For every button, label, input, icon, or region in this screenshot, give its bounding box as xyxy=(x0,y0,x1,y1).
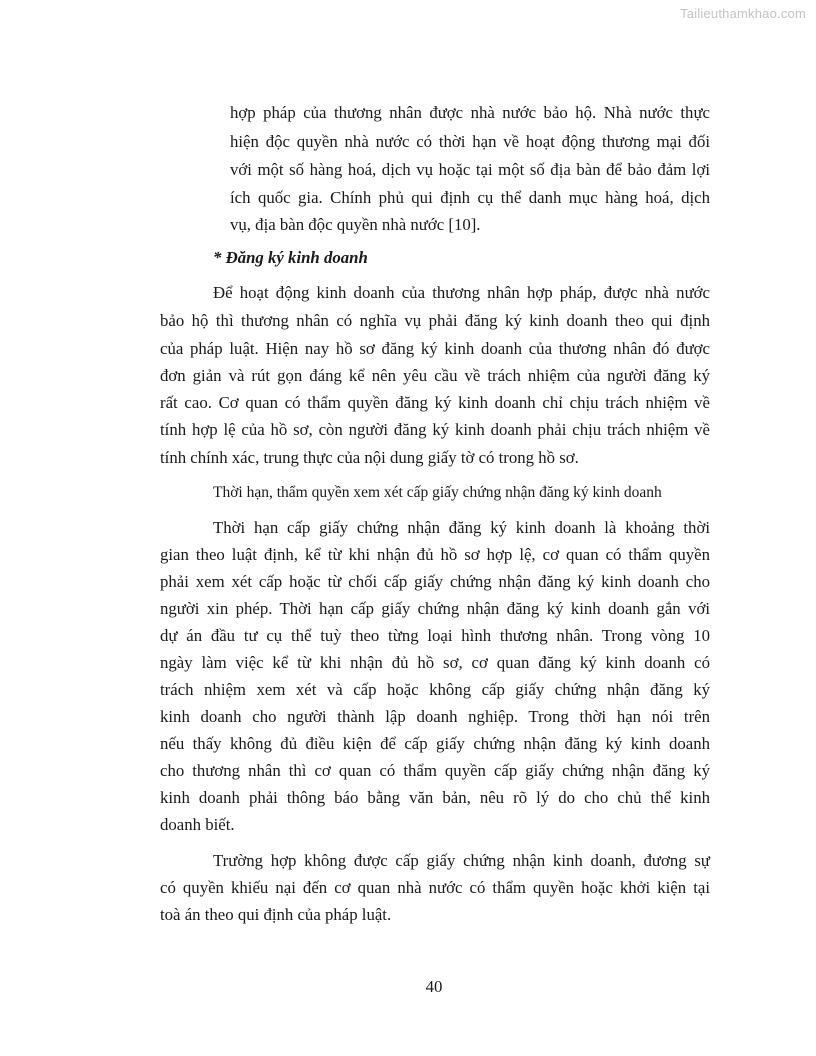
text-line: có quyền khiếu nại đến cơ quan nhà nước có thẩm quyền hoặc khởi kiện tại xyxy=(160,878,710,897)
text-line: đơn giản và rút gọn đáng kể nên yêu cầu về trách nhiệm của người đăng ký xyxy=(160,366,710,385)
subheading: Thời hạn, thẩm quyền xem xét cấp giấy chứng nhận đăng ký kinh doanh xyxy=(213,484,662,501)
text-line: nếu thấy không đủ điều kiện để cấp giấy chứng nhận đăng ký kinh doanh xyxy=(160,734,710,753)
text-line: hợp pháp của thương nhân được nhà nước bảo hộ. Nhà nước thực xyxy=(230,103,710,122)
text-line: vụ, địa bàn độc quyền nhà nước [10]. xyxy=(230,215,481,234)
text-line: trách nhiệm xem xét và cấp hoặc không cấp giấy chứng nhận đăng ký xyxy=(160,680,710,699)
text-line: cho thương nhân thì cơ quan có thẩm quyền cấp giấy chứng nhận đăng ký xyxy=(160,761,710,780)
text-line: ngày làm việc kể từ khi nhận đủ hồ sơ, cơ quan đăng ký kinh doanh có xyxy=(160,653,710,672)
text-line: doanh biết. xyxy=(160,815,235,834)
text-line: Thời hạn cấp giấy chứng nhận đăng ký kinh doanh là khoảng thời xyxy=(213,518,710,537)
text-line: tính chính xác, trung thực của nội dung giấy tờ có trong hồ sơ. xyxy=(160,448,579,467)
text-line: kinh doanh cho người thành lập doanh nghiệp. Trong thời hạn nói trên xyxy=(160,707,710,726)
section-heading: * Đăng ký kinh doanh xyxy=(213,248,368,267)
text-line: dự án đầu tư cụ thể tuỳ theo từng loại hình thương nhân. Trong vòng 10 xyxy=(160,626,710,645)
text-line: của pháp luật. Hiện nay hồ sơ đăng ký kinh doanh của thương nhân đó được xyxy=(160,339,710,358)
text-line: hiện độc quyền nhà nước có thời hạn về hoạt động thương mại đối xyxy=(230,132,710,151)
text-line: ích quốc gia. Chính phủ qui định cụ thể danh mục hàng hoá, dịch xyxy=(230,188,710,207)
text-line: người xin phép. Thời hạn cấp giấy chứng nhận đăng ký kinh doanh gắn với xyxy=(160,599,710,618)
text-line: kinh doanh phải thông báo bằng văn bản, nêu rõ lý do cho chủ thể kinh xyxy=(160,788,710,807)
text-line: với một số hàng hoá, dịch vụ hoặc tại một số địa bàn để bảo đảm lợi xyxy=(230,160,710,179)
text-line: rất cao. Cơ quan có thẩm quyền đăng ký kinh doanh chỉ chịu trách nhiệm về xyxy=(160,393,710,412)
text-line: gian theo luật định, kể từ khi nhận đủ hồ sơ hợp lệ, cơ quan có thẩm quyền xyxy=(160,545,710,564)
page-number: 40 xyxy=(425,977,443,996)
text-line: Trường hợp không được cấp giấy chứng nhận kinh doanh, đương sự xyxy=(213,851,710,870)
text-line: toà án theo qui định của pháp luật. xyxy=(160,905,392,924)
text-line: phải xem xét cấp hoặc từ chối cấp giấy chứng nhận đăng ký kinh doanh cho xyxy=(160,572,710,591)
watermark: Tailieuthamkhao.com xyxy=(680,6,806,21)
text-line: Để hoạt động kinh doanh của thương nhân hợp pháp, được nhà nước xyxy=(213,283,710,302)
text-line: tính hợp lệ của hồ sơ, còn người đăng ký kinh doanh phải chịu trách nhiệm về xyxy=(160,420,710,439)
text-line: bảo hộ thì thương nhân có nghĩa vụ phải đăng ký kinh doanh theo qui định xyxy=(160,311,710,330)
